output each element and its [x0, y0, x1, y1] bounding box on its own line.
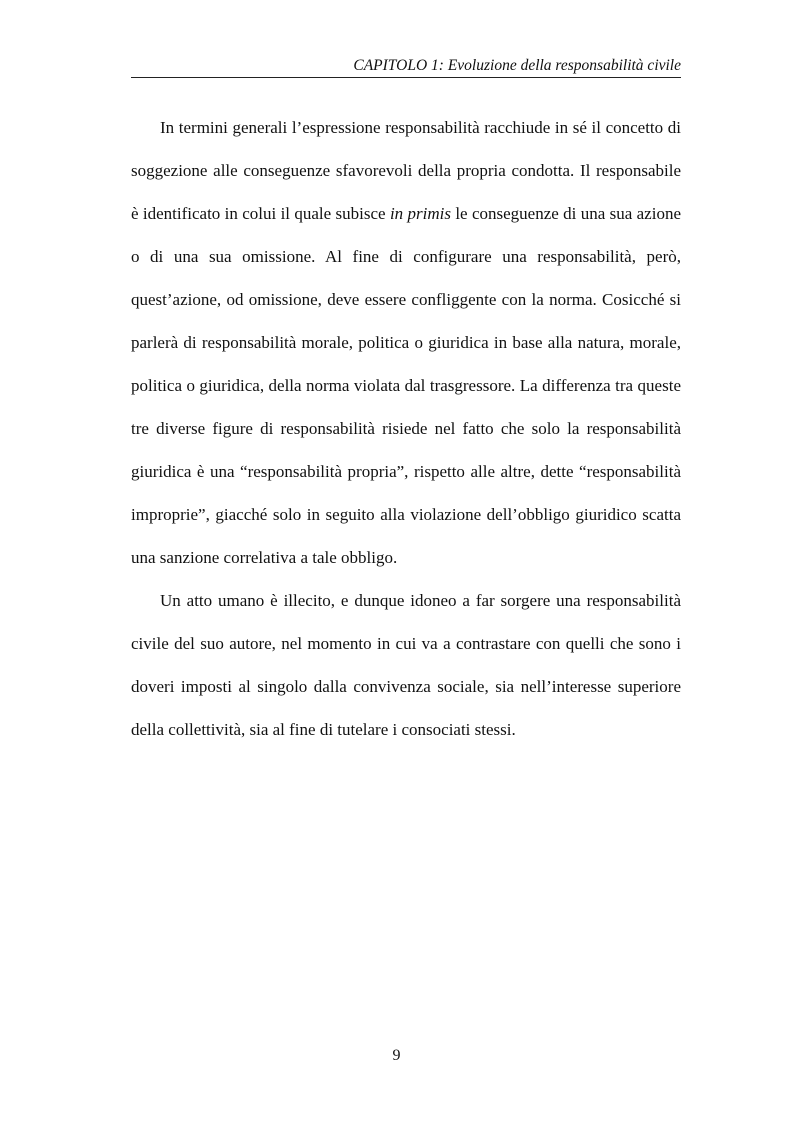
paragraph-1	[131, 106, 681, 579]
paragraph-1-text-start: In termini generali l’espressione responsabilità racchiude in sé il concetto di soggezione alle conseguenze sfavorevoli della propria condotta. Il responsabile è identificato in colui il quale subisce	[131, 118, 681, 223]
header-divider	[131, 77, 681, 78]
body-text	[131, 106, 681, 751]
page-number: 9	[392, 1047, 401, 1064]
running-header-title: CAPITOLO 1: Evoluzione della responsabilità civile	[353, 57, 681, 74]
paragraph-1-emphasis: in primis	[389, 204, 451, 223]
paragraph-2: Un atto umano è illecito, e dunque idoneo a far sorgere una responsabilità civile del suo autore, nel momento in cui va a contrastare con quelli che sono i doveri imposti al singolo dalla convivenza sociale, sia nell’interesse superiore della collettività, sia al fine di tutelare i consociati stessi.	[131, 591, 681, 739]
paragraph-1-text-end: le conseguenze di una sua azione o di una sua omissione. Al fine di configurare una responsabilità, però, quest’azione, od omissione, deve essere confliggente con la norma. Cosicché si parlerà di responsabilità morale, politica o giuridica in base alla natura, morale, politica o giuridica, della norma violata dal trasgressore. La differenza tra queste tre diverse figure di responsabilità risiede nel fatto che solo la responsabilità giuridica è una “responsabilità propria”, rispetto alle altre, dette “responsabilità improprie”, giacché solo in seguito alla violazione dell’obbligo giuridico scatta una sanzione correlativa a tale obbligo.	[131, 204, 681, 567]
